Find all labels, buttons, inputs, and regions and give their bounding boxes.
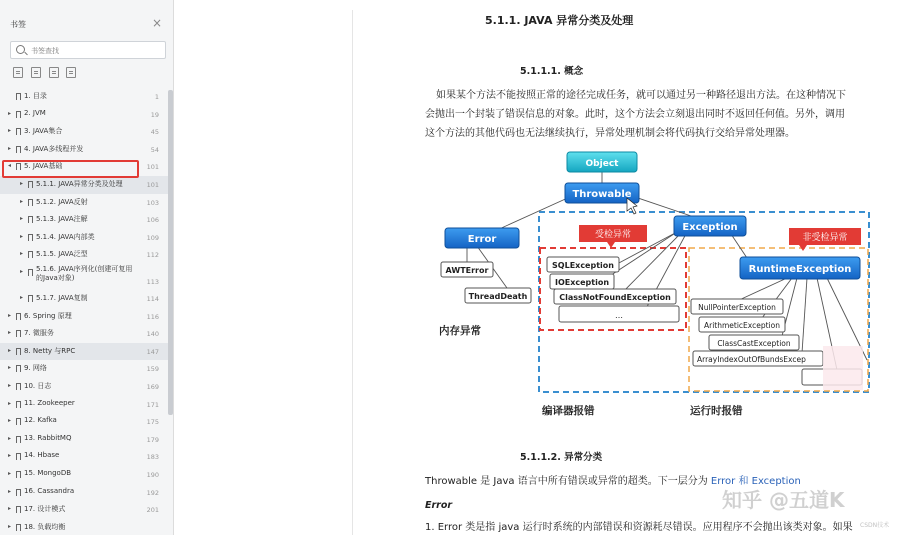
bookmark-page-icon [16, 313, 21, 320]
exception-hierarchy-diagram [437, 148, 877, 428]
bookmark-page-icon [28, 216, 33, 223]
bookmark-page-icon [16, 489, 21, 496]
error-subheading: Error [425, 500, 453, 511]
expand-arrow-icon[interactable]: ▸ [8, 364, 12, 372]
cce-label: ClassCastException [717, 339, 791, 348]
bookmark-label: 5. JAVA基础 [24, 162, 63, 171]
awterror-label: AWTError [445, 266, 489, 275]
bookmark-item[interactable] [0, 484, 168, 502]
expand-arrow-icon[interactable]: ▸ [8, 127, 12, 135]
bookmark-page-icon [16, 401, 21, 408]
bookmark-label: 18. 负载均衡 [24, 522, 66, 531]
document-page [355, 0, 901, 535]
checked-tag-label: 受检异常 [594, 230, 632, 240]
bookmark-page-number: 45 [150, 128, 159, 137]
bookmark-label: 2. JVM [24, 108, 46, 117]
expand-arrow-icon[interactable]: ▸ [8, 329, 12, 337]
zhihu-watermark: 知乎 @五道K [722, 488, 845, 512]
more-checked-label: … [615, 311, 623, 320]
sidebar-title: 书签 [10, 20, 26, 29]
bookmark-label: 10. 日志 [24, 382, 52, 390]
bookmark-page-icon [28, 295, 33, 302]
add-bookmark-icon[interactable] [49, 67, 59, 78]
bookmark-item[interactable] [0, 413, 168, 431]
bookmark-label: 5.1.4. JAVA内部类 [36, 232, 95, 241]
bookmark-page-number: 183 [146, 453, 159, 462]
expand-arrow-icon[interactable]: ▸ [20, 197, 24, 205]
bookmark-page-icon [16, 471, 21, 478]
bookmark-page-number: 103 [146, 198, 159, 207]
bookmark-page-icon [16, 330, 21, 337]
search-icon [16, 45, 25, 54]
expand-arrow-icon[interactable]: ▸ [8, 417, 12, 425]
throwable-label: Throwable [572, 189, 632, 200]
bookmark-item[interactable] [0, 229, 168, 247]
concept-line-1: 如果某个方法不能按照正常的途径完成任务，就可以通过另一种路径退出方法。在这种情况下 [436, 90, 846, 101]
bookmark-page-icon [28, 251, 33, 258]
error-exception-link[interactable]: Error 和 Exception [710, 476, 801, 487]
expand-arrow-icon[interactable]: ▸ [8, 382, 12, 389]
error-label: Error [467, 234, 497, 245]
bookmark-page-number: 159 [146, 365, 159, 374]
bookmark-page-icon [28, 234, 33, 241]
bookmark-label: 7. 微服务 [24, 329, 54, 338]
pink-mark [823, 346, 863, 390]
sidebar-header [0, 14, 174, 36]
bookmark-label: 4. JAVA多线程并发 [24, 144, 84, 153]
concept-line-2: 会抛出一个封装了错误信息的对象。此时，这个方法会立刻退出同时不返回任何值。另外，调用 [425, 109, 845, 120]
exception-label: Exception [682, 222, 738, 233]
aioobe-label: ArrayIndexOutOfBundsExcep [697, 355, 806, 364]
object-label: Object [585, 159, 619, 169]
bookmark-label: 16. Cassandra [24, 486, 75, 495]
expand-arrow-icon[interactable]: ▸ [8, 522, 12, 530]
ioexception-label: IOException [554, 278, 610, 287]
bookmark-search-box[interactable] [10, 41, 166, 59]
bookmark-item[interactable] [0, 176, 168, 194]
bookmark-item[interactable] [0, 431, 168, 449]
bookmark-label: 14. Hbase [24, 451, 60, 460]
threaddeath-label: ThreadDeath [468, 292, 528, 301]
expand-arrow-icon[interactable]: ▸ [8, 144, 12, 152]
concept-line-3: 这个方法的其他代码也无法继续执行，异常处理机制会将代码执行交给异常处理器。 [425, 128, 795, 139]
bookmark-item[interactable] [0, 501, 168, 519]
bookmark-page-number: 175 [146, 418, 159, 427]
collapse-all-icon[interactable] [31, 67, 41, 78]
bookmark-page-number: 101 [146, 163, 159, 172]
expand-all-icon[interactable] [13, 67, 23, 78]
bookmark-sidebar [0, 0, 174, 535]
bookmark-page-number: 114 [146, 295, 159, 303]
bookmark-page-icon [28, 269, 33, 276]
bookmark-page-icon [28, 199, 33, 206]
expand-arrow-icon[interactable]: ▸ [8, 399, 12, 407]
page-edge [352, 10, 353, 535]
runtime-error-label: 运行时报错 [690, 405, 743, 417]
expand-arrow-icon[interactable]: ▸ [8, 505, 12, 513]
bookmark-item[interactable] [0, 448, 168, 466]
expand-arrow-icon[interactable]: ◂ [8, 162, 12, 170]
expand-arrow-icon[interactable]: ▸ [20, 294, 24, 301]
bookmark-page-number: 106 [146, 216, 159, 225]
bookmark-item[interactable] [0, 141, 168, 159]
bookmark-label: 3. JAVA集合 [24, 127, 63, 136]
bookmark-page-icon [16, 365, 21, 372]
bookmark-item[interactable] [0, 325, 168, 343]
bookmark-page-icon [16, 418, 21, 425]
bookmark-page-icon [16, 453, 21, 460]
bookmark-label: 6. Spring 原理 [24, 311, 72, 320]
bookmark-page-number: 171 [146, 400, 159, 409]
bookmark-label: 8. Netty 与RPC [24, 346, 76, 355]
expand-arrow-icon[interactable]: ▸ [8, 434, 12, 442]
bookmark-page-icon [16, 128, 21, 135]
error-description-line: 1. Error 类是指 java 运行时系统的内部错误和资源耗尽错误。应用程序不会抛出该类对象。如果 [425, 522, 853, 533]
bookmark-page-number: 140 [146, 330, 159, 339]
bookmark-label: 5.1.3. JAVA注解 [36, 215, 88, 224]
bookmark-page-icon [16, 111, 21, 118]
expand-arrow-icon[interactable]: ▸ [20, 215, 24, 223]
bookmark-page-number: 54 [150, 145, 159, 154]
bookmark-item[interactable] [0, 396, 168, 414]
arith-label: ArithmeticException [704, 321, 780, 330]
expand-arrow-icon[interactable]: ▸ [8, 470, 12, 477]
bookmark-label: 5.1.1. JAVA异常分类及处理 [36, 180, 123, 188]
expand-arrow-icon[interactable]: ▸ [8, 109, 12, 117]
bookmark-page-icon [16, 146, 21, 153]
bookmark-label: 13. RabbitMQ [24, 433, 72, 442]
bookmark-label: 17. 设计模式 [24, 505, 66, 514]
bookmark-item[interactable] [0, 343, 168, 361]
bookmark-label: 1. 目录 [24, 92, 47, 100]
bookmark-page-number: 192 [146, 488, 159, 497]
bookmark-label: 5.1.5. JAVA泛型 [36, 250, 88, 259]
expand-arrow-icon[interactable]: ▸ [8, 346, 12, 354]
bookmark-icon[interactable] [66, 67, 76, 78]
sidebar-scrollbar[interactable] [168, 90, 173, 415]
expand-arrow-icon[interactable]: ▸ [8, 452, 12, 460]
bookmark-item[interactable] [0, 360, 168, 378]
bookmark-item[interactable] [0, 466, 168, 484]
expand-arrow-icon[interactable]: ▸ [20, 180, 24, 187]
bookmark-page-number: 116 [146, 312, 159, 321]
page-gutter [175, 0, 353, 535]
bookmark-page-number: 1 [154, 93, 159, 101]
bookmark-page-icon [16, 436, 21, 443]
bookmark-page-icon [16, 383, 21, 390]
bookmark-item[interactable] [0, 519, 168, 535]
bookmark-item[interactable] [0, 88, 168, 106]
bookmark-page-icon [28, 181, 33, 188]
bookmark-item[interactable] [0, 378, 168, 396]
bookmark-page-number: 169 [146, 383, 159, 391]
bookmark-item[interactable] [0, 194, 168, 212]
classnotfound-label: ClassNotFoundException [559, 293, 671, 302]
bookmark-label: 5.1.7. JAVA复制 [36, 294, 88, 302]
expand-arrow-icon[interactable]: ▸ [20, 232, 24, 240]
bookmark-item[interactable] [0, 308, 168, 326]
expand-arrow-icon[interactable]: ▸ [20, 268, 24, 275]
bookmark-page-number: 112 [146, 251, 159, 260]
runtime-exception-label: RuntimeException [748, 264, 852, 275]
bookmark-label: 15. MongoDB [24, 469, 72, 477]
bookmark-label: 11. Zookeeper [24, 398, 75, 407]
bookmark-page-icon [16, 506, 21, 513]
expand-arrow-icon[interactable]: ▸ [8, 487, 12, 495]
classification-line: Throwable 是 Java 语言中所有错误或异常的超类。下一层分为 Error 和 Exception [425, 476, 801, 487]
compile-error-label: 编译器报错 [542, 405, 595, 417]
bookmark-item[interactable] [0, 246, 168, 264]
bookmark-page-number: 190 [146, 471, 159, 479]
bookmark-item[interactable] [0, 123, 168, 141]
bookmark-label: 5.1.6. JAVA序列化(创建可复用的Java对象) [36, 265, 133, 282]
subsection-heading-concept: 5.1.1.1. 概念 [520, 66, 584, 77]
bookmark-page-number: 109 [146, 233, 159, 242]
bookmark-search-input[interactable] [31, 44, 161, 57]
bookmark-page-number: 179 [146, 435, 159, 444]
bookmark-page-icon [16, 348, 21, 355]
bookmark-page-number: 147 [146, 347, 159, 356]
sqlexception-label: SQLException [552, 261, 614, 270]
bookmark-label: 9. 网络 [24, 364, 47, 373]
bookmark-page-icon [16, 93, 21, 100]
unchecked-tag-label: 非受检异常 [802, 233, 848, 243]
bookmark-item[interactable] [0, 290, 168, 308]
bookmark-page-number: 201 [146, 506, 159, 515]
memory-exception-label: 内存异常 [439, 325, 481, 337]
bookmark-page-number: 101 [146, 181, 159, 189]
bookmark-label: 5.1.2. JAVA反射 [36, 197, 88, 206]
highlight-box [2, 160, 139, 178]
bookmark-item[interactable] [0, 264, 168, 290]
bookmark-page-number: 19 [150, 110, 159, 119]
csdn-watermark: CSDN技术 [860, 522, 890, 529]
bookmark-page-number: 113 [146, 278, 159, 286]
subsection-heading-classification: 5.1.1.2. 异常分类 [520, 452, 603, 463]
expand-arrow-icon[interactable]: ▸ [8, 311, 12, 319]
bookmark-page-icon [16, 524, 21, 531]
bookmark-label: 12. Kafka [24, 416, 57, 425]
close-icon[interactable]: × [152, 16, 163, 30]
bookmark-item[interactable] [0, 211, 168, 229]
section-heading: 5.1.1. JAVA 异常分类及处理 [485, 14, 634, 27]
npe-label: NullPointerException [698, 303, 776, 312]
bookmark-item[interactable] [0, 106, 168, 124]
expand-arrow-icon[interactable]: ▸ [20, 250, 24, 258]
